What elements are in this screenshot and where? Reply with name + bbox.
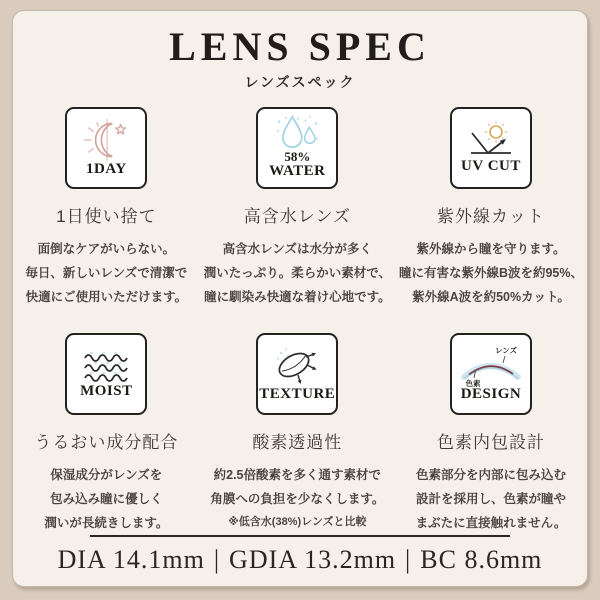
pigment-layer-icon: [459, 345, 523, 387]
description-line: 面倒なケアがいらない。: [37, 242, 176, 256]
moisture-waves-icon: [82, 348, 130, 384]
pigment-label: 色素: [465, 378, 481, 387]
description-line: 設計を採用し、色素が瞳や: [415, 492, 566, 506]
lens-label: レンズ: [494, 345, 518, 355]
description-line: 潤いが長続きします。: [44, 516, 169, 530]
feature-description: [399, 463, 583, 535]
feature-heading: 色素内包設計: [436, 433, 545, 452]
feature-texture: [200, 333, 395, 535]
description-line: 瞳に有害な紫外線B波を約95%、: [398, 266, 583, 280]
page-subtitle: レンズスペック: [244, 74, 356, 90]
spec-footer: [13, 535, 587, 587]
description-line: 快適にご使用いただけます。: [25, 290, 188, 304]
day-night-icon: [81, 118, 131, 162]
moist-icon-box: [65, 333, 147, 415]
spec-dia: DIA 14.1mm: [57, 545, 205, 574]
feature-heading: うるおい成分配合: [34, 433, 179, 452]
page-title: LENS SPEC: [169, 24, 431, 69]
feature-heading: 1日使い捨て: [56, 207, 157, 226]
badge-label: TEXTURE: [259, 385, 336, 402]
water-icon-box: [256, 107, 338, 189]
feature-grid: [13, 107, 587, 535]
design-icon-box: [450, 333, 532, 415]
texture-icon-box: [256, 333, 338, 415]
spec-separator: |: [213, 545, 221, 574]
footer-divider: [90, 535, 510, 537]
feature-description: [17, 237, 196, 309]
spec-card: [12, 10, 588, 587]
description-line: 毎日、新しいレンズで清潔で: [25, 266, 188, 280]
1day-icon-box: [65, 107, 147, 189]
feature-design: [395, 333, 587, 535]
badge-label: DESIGN: [460, 385, 522, 402]
feature-1day: [13, 107, 200, 309]
feature-description: [204, 463, 391, 533]
feature-heading: 紫外線カット: [437, 207, 545, 226]
spec-separator: |: [405, 545, 412, 574]
feature-water: [200, 107, 395, 309]
lens-measurements: [13, 545, 587, 575]
description-line: 角膜への負担を少なくします。: [210, 492, 385, 506]
uv-cut-icon: [467, 121, 515, 159]
description-line: 包み込み瞳に優しく: [50, 492, 163, 506]
water-drops-icon: [274, 115, 320, 149]
feature-description: [399, 237, 583, 309]
header: [13, 11, 587, 92]
description-line: 保湿成分がレンズを: [50, 468, 163, 482]
badge-label: WATER: [269, 162, 326, 179]
description-line: 色素部分を内部に包み込む: [415, 468, 566, 482]
description-line: 潤いたっぷり。柔らかい素材で、: [203, 266, 391, 280]
lens-oxygen-icon: [273, 345, 321, 387]
description-line: 紫外線A波を約50%カット。: [412, 290, 570, 304]
feature-heading: 高含水レンズ: [243, 207, 351, 226]
feature-uvcut: [395, 107, 587, 309]
feature-heading: 酸素透過性: [252, 433, 343, 452]
badge-label: 1DAY: [86, 160, 127, 177]
description-line: まぶたに直接触れません。: [415, 516, 567, 530]
uvcut-icon-box: [450, 107, 532, 189]
description-line: 約2.5倍酸素を多く通す素材で: [213, 468, 382, 482]
feature-description: [17, 463, 196, 535]
badge-percent: 58%: [284, 149, 311, 165]
description-line: 瞳に馴染み快適な着け心地です。: [204, 290, 391, 304]
feature-moist: [13, 333, 200, 535]
spec-bc: BC 8.6mm: [420, 545, 543, 574]
badge-label: UV CUT: [461, 157, 521, 174]
description-line: 紫外線から瞳を守ります。: [416, 242, 566, 256]
badge-label: MOIST: [80, 382, 133, 399]
spec-gdia: GDIA 13.2mm: [229, 545, 397, 574]
feature-description: [204, 237, 391, 309]
description-note: ※低含水(38%)レンズと比較: [228, 516, 367, 528]
description-line: 高含水レンズは水分が多く: [222, 242, 372, 256]
